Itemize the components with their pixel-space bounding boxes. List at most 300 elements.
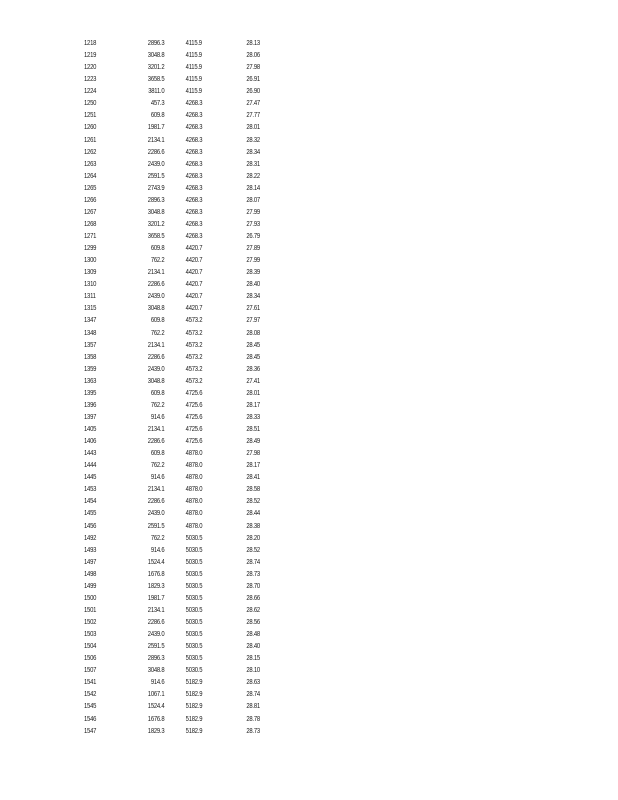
column-spacer	[164, 652, 185, 664]
value-a-cell: 3048.8	[147, 50, 165, 60]
column-spacer	[164, 146, 185, 158]
value-a-cell: 2134.1	[147, 267, 165, 277]
column-spacer	[164, 495, 185, 507]
column-spacer	[164, 532, 185, 544]
row-id-cell: 1220	[84, 62, 97, 72]
value-c-cell: 27.93	[246, 218, 260, 228]
value-b-cell: 5030.5	[185, 556, 203, 566]
table-row	[84, 327, 279, 339]
value-c-cell: 27.98	[246, 448, 260, 458]
row-id-cell: 1492	[84, 532, 97, 542]
value-c-cell: 28.17	[246, 460, 260, 470]
value-c-cell: 28.51	[246, 424, 260, 433]
column-spacer	[164, 278, 185, 290]
value-a-cell: 2286.6	[147, 146, 165, 156]
column-spacer	[164, 97, 185, 109]
table-row	[84, 121, 279, 133]
value-c-cell: 28.22	[246, 170, 260, 180]
data-table	[84, 37, 279, 737]
value-b-cell: 4420.7	[185, 267, 203, 277]
row-id-cell: 1454	[84, 496, 97, 506]
table-row	[84, 688, 279, 700]
row-id-cell: 1395	[84, 387, 97, 397]
row-id-cell: 1542	[84, 689, 97, 699]
value-a-cell: 2286.6	[147, 279, 165, 289]
value-b-cell: 4268.3	[185, 98, 203, 108]
value-c-cell: 26.91	[246, 74, 260, 84]
value-b-cell: 5030.5	[185, 568, 203, 578]
table-row	[84, 447, 279, 459]
column-spacer	[164, 676, 185, 688]
column-spacer	[164, 170, 185, 182]
row-id-cell: 1397	[84, 411, 97, 421]
value-b-cell: 4573.2	[185, 327, 203, 337]
column-spacer	[164, 471, 185, 483]
table-row	[84, 290, 279, 302]
value-c-cell: 28.36	[246, 363, 260, 373]
value-c-cell: 28.41	[246, 472, 260, 482]
value-c-cell: 28.66	[246, 592, 260, 602]
value-a-cell: 609.8	[150, 110, 165, 120]
row-id-cell: 1501	[84, 604, 97, 614]
value-a-cell: 2439.0	[147, 158, 165, 168]
table-row	[84, 146, 279, 158]
value-b-cell: 4420.7	[185, 303, 203, 313]
column-spacer	[164, 73, 185, 85]
value-a-cell: 457.3	[150, 98, 165, 108]
value-b-cell: 5030.5	[185, 617, 203, 626]
value-c-cell: 27.47	[246, 98, 260, 108]
value-a-cell: 762.2	[150, 327, 165, 337]
value-a-cell: 914.6	[150, 544, 165, 554]
column-spacer	[164, 351, 185, 363]
column-spacer	[164, 411, 185, 423]
value-b-cell: 5182.9	[185, 677, 203, 687]
value-b-cell: 4878.0	[185, 460, 203, 470]
value-a-cell: 609.8	[150, 387, 165, 397]
value-a-cell: 762.2	[150, 460, 165, 470]
table-row	[84, 218, 279, 230]
table-row	[84, 592, 279, 604]
table-row	[84, 483, 279, 495]
value-c-cell: 28.58	[246, 484, 260, 494]
column-spacer	[164, 459, 185, 471]
row-id-cell: 1444	[84, 460, 97, 470]
row-id-cell: 1497	[84, 556, 97, 566]
value-a-cell: 1524.4	[147, 701, 165, 711]
row-id-cell: 1396	[84, 399, 97, 409]
value-c-cell: 28.31	[246, 158, 260, 168]
column-spacer	[164, 290, 185, 302]
table-row	[84, 459, 279, 471]
value-c-cell: 28.78	[246, 713, 260, 723]
value-a-cell: 609.8	[150, 243, 165, 253]
value-b-cell: 4268.3	[185, 158, 203, 168]
value-c-cell: 28.06	[246, 50, 260, 60]
value-b-cell: 4268.3	[185, 110, 203, 120]
value-b-cell: 5182.9	[185, 713, 203, 723]
row-id-cell: 1310	[84, 279, 97, 289]
table-row	[84, 278, 279, 290]
value-a-cell: 762.2	[150, 399, 165, 409]
value-b-cell: 4573.2	[185, 339, 203, 349]
value-b-cell: 5182.9	[185, 725, 203, 735]
value-c-cell: 28.73	[246, 568, 260, 578]
column-spacer	[164, 640, 185, 652]
table-body	[84, 37, 279, 737]
value-c-cell: 28.13	[246, 38, 260, 47]
row-id-cell: 1547	[84, 725, 97, 735]
row-id-cell: 1504	[84, 641, 97, 651]
value-b-cell: 4725.6	[185, 399, 203, 409]
value-c-cell: 28.49	[246, 436, 260, 446]
table-row	[84, 73, 279, 85]
table-row	[84, 580, 279, 592]
value-a-cell: 2134.1	[147, 339, 165, 349]
value-c-cell: 27.89	[246, 243, 260, 253]
value-b-cell: 4573.2	[185, 315, 203, 325]
table-row	[84, 363, 279, 375]
row-id-cell: 1500	[84, 592, 97, 602]
value-a-cell: 1524.4	[147, 556, 165, 566]
row-id-cell: 1315	[84, 303, 97, 313]
row-id-cell: 1266	[84, 194, 97, 204]
column-spacer	[164, 206, 185, 218]
column-spacer	[164, 713, 185, 725]
value-b-cell: 4420.7	[185, 255, 203, 265]
value-c-cell: 28.17	[246, 399, 260, 409]
row-id-cell: 1502	[84, 617, 97, 626]
value-a-cell: 2591.5	[147, 520, 165, 530]
value-b-cell: 4878.0	[185, 484, 203, 494]
column-spacer	[164, 688, 185, 700]
value-b-cell: 5030.5	[185, 641, 203, 651]
value-a-cell: 914.6	[150, 411, 165, 421]
value-a-cell: 1981.7	[147, 592, 165, 602]
value-b-cell: 4268.3	[185, 134, 203, 144]
table-row	[84, 507, 279, 519]
table-row	[84, 544, 279, 556]
value-b-cell: 5030.5	[185, 665, 203, 675]
row-id-cell: 1309	[84, 267, 97, 277]
value-c-cell: 28.74	[246, 556, 260, 566]
value-a-cell: 2896.3	[147, 194, 165, 204]
value-a-cell: 2286.6	[147, 436, 165, 446]
value-b-cell: 4115.9	[185, 50, 202, 60]
row-id-cell: 1251	[84, 110, 97, 120]
column-spacer	[164, 580, 185, 592]
value-a-cell: 3048.8	[147, 303, 165, 313]
column-spacer	[164, 483, 185, 495]
row-id-cell: 1260	[84, 122, 97, 132]
value-c-cell: 28.39	[246, 267, 260, 277]
row-id-cell: 1363	[84, 375, 97, 385]
column-spacer	[164, 37, 185, 49]
row-id-cell: 1271	[84, 231, 97, 240]
value-a-cell: 2134.1	[147, 484, 165, 494]
value-c-cell: 28.08	[246, 327, 260, 337]
column-spacer	[164, 568, 185, 580]
row-id-cell: 1545	[84, 701, 97, 711]
column-spacer	[164, 254, 185, 266]
table-row	[84, 423, 279, 435]
value-c-cell: 28.14	[246, 182, 260, 192]
value-b-cell: 4420.7	[185, 291, 203, 301]
value-c-cell: 27.99	[246, 255, 260, 265]
value-c-cell: 28.62	[246, 604, 260, 614]
table-row	[84, 676, 279, 688]
value-b-cell: 4268.3	[185, 182, 203, 192]
table-row	[84, 471, 279, 483]
value-a-cell: 1676.8	[147, 713, 165, 723]
row-id-cell: 1406	[84, 436, 97, 446]
column-spacer	[164, 604, 185, 616]
value-c-cell: 28.63	[246, 677, 260, 687]
row-id-cell: 1262	[84, 146, 97, 156]
value-b-cell: 4878.0	[185, 520, 203, 530]
value-b-cell: 4268.3	[185, 218, 203, 228]
value-b-cell: 4725.6	[185, 387, 203, 397]
value-c-cell: 27.41	[246, 375, 260, 385]
value-c-cell: 28.38	[246, 520, 260, 530]
table-row	[84, 435, 279, 447]
value-c-cell: 28.40	[246, 279, 260, 289]
row-id-cell: 1261	[84, 134, 97, 144]
table-row	[84, 387, 279, 399]
value-b-cell: 4725.6	[185, 436, 203, 446]
value-b-cell: 4115.9	[185, 62, 202, 72]
row-id-cell: 1546	[84, 713, 97, 723]
value-c-cell: 28.20	[246, 532, 260, 542]
row-id-cell: 1445	[84, 472, 97, 482]
row-id-cell: 1499	[84, 580, 97, 590]
value-a-cell: 2591.5	[147, 170, 165, 180]
value-a-cell: 2286.6	[147, 617, 165, 626]
value-c-cell: 28.07	[246, 194, 260, 204]
column-spacer	[164, 725, 185, 737]
table-row	[84, 194, 279, 206]
row-id-cell: 1498	[84, 568, 97, 578]
value-b-cell: 4268.3	[185, 146, 203, 156]
column-spacer	[164, 314, 185, 326]
value-c-cell: 26.90	[246, 86, 260, 96]
row-id-cell: 1219	[84, 50, 97, 60]
value-c-cell: 28.45	[246, 339, 260, 349]
value-c-cell: 27.97	[246, 315, 260, 325]
value-c-cell: 28.40	[246, 641, 260, 651]
column-spacer	[164, 218, 185, 230]
value-b-cell: 4725.6	[185, 411, 203, 421]
table-row	[84, 37, 279, 49]
value-a-cell: 3048.8	[147, 206, 165, 216]
column-spacer	[164, 556, 185, 568]
table-row	[84, 411, 279, 423]
value-c-cell: 28.81	[246, 701, 260, 711]
value-a-cell: 2439.0	[147, 363, 165, 373]
value-a-cell: 2743.9	[147, 182, 165, 192]
value-a-cell: 2134.1	[147, 604, 165, 614]
table-row	[84, 713, 279, 725]
value-c-cell: 28.48	[246, 629, 260, 639]
table-row	[84, 652, 279, 664]
value-c-cell: 27.61	[246, 303, 260, 313]
column-spacer	[164, 616, 185, 628]
table-row	[84, 97, 279, 109]
value-b-cell: 5030.5	[185, 592, 203, 602]
column-spacer	[164, 447, 185, 459]
value-b-cell: 5030.5	[185, 604, 203, 614]
value-c-cell: 28.32	[246, 134, 260, 144]
column-spacer	[164, 327, 185, 339]
column-spacer	[164, 61, 185, 73]
table-row	[84, 725, 279, 737]
row-id-cell: 1503	[84, 629, 97, 639]
value-c-cell: 26.79	[246, 231, 260, 240]
row-id-cell: 1268	[84, 218, 97, 228]
value-a-cell: 3658.5	[147, 74, 165, 84]
value-b-cell: 4573.2	[185, 351, 203, 361]
value-a-cell: 914.6	[150, 677, 165, 687]
column-spacer	[164, 520, 185, 532]
row-id-cell: 1358	[84, 351, 97, 361]
row-id-cell: 1348	[84, 327, 97, 337]
table-row	[84, 520, 279, 532]
table-row	[84, 182, 279, 194]
table-row	[84, 302, 279, 314]
value-c-cell: 28.45	[246, 351, 260, 361]
value-b-cell: 4573.2	[185, 363, 203, 373]
value-b-cell: 4268.3	[185, 231, 203, 240]
row-id-cell: 1453	[84, 484, 97, 494]
table-row	[84, 664, 279, 676]
value-b-cell: 5030.5	[185, 532, 203, 542]
column-spacer	[164, 700, 185, 712]
row-id-cell: 1541	[84, 677, 97, 687]
table-row	[84, 351, 279, 363]
value-b-cell: 4878.0	[185, 472, 203, 482]
value-c-cell: 28.74	[246, 689, 260, 699]
row-id-cell: 1359	[84, 363, 97, 373]
value-c-cell: 28.52	[246, 544, 260, 554]
column-spacer	[164, 134, 185, 146]
column-spacer	[164, 399, 185, 411]
column-spacer	[164, 592, 185, 604]
table-row	[84, 532, 279, 544]
column-spacer	[164, 85, 185, 97]
row-id-cell: 1347	[84, 315, 97, 325]
value-a-cell: 2286.6	[147, 496, 165, 506]
column-spacer	[164, 49, 185, 61]
column-spacer	[164, 182, 185, 194]
value-a-cell: 1067.1	[147, 689, 165, 699]
column-spacer	[164, 628, 185, 640]
column-spacer	[164, 544, 185, 556]
value-a-cell: 3048.8	[147, 375, 165, 385]
value-b-cell: 4878.0	[185, 448, 203, 458]
column-spacer	[164, 339, 185, 351]
row-id-cell: 1265	[84, 182, 97, 192]
row-id-cell: 1443	[84, 448, 97, 458]
value-b-cell: 5030.5	[185, 580, 203, 590]
column-spacer	[164, 664, 185, 676]
row-id-cell: 1405	[84, 424, 97, 433]
row-id-cell: 1250	[84, 98, 97, 108]
column-spacer	[164, 158, 185, 170]
table-row	[84, 375, 279, 387]
value-c-cell: 28.33	[246, 411, 260, 421]
value-c-cell: 28.10	[246, 665, 260, 675]
value-b-cell: 4115.9	[185, 38, 202, 47]
table-row	[84, 266, 279, 278]
value-b-cell: 4268.3	[185, 122, 203, 132]
value-a-cell: 3201.2	[147, 218, 165, 228]
value-a-cell: 2591.5	[147, 641, 165, 651]
column-spacer	[164, 242, 185, 254]
value-c-cell: 28.01	[246, 387, 260, 397]
value-b-cell: 5030.5	[185, 544, 203, 554]
table-row	[84, 109, 279, 121]
column-spacer	[164, 387, 185, 399]
column-spacer	[164, 109, 185, 121]
value-b-cell: 5182.9	[185, 701, 203, 711]
value-b-cell: 4878.0	[185, 508, 203, 518]
value-c-cell: 28.15	[246, 653, 260, 663]
table-row	[84, 628, 279, 640]
column-spacer	[164, 230, 185, 242]
value-b-cell: 5030.5	[185, 653, 203, 663]
row-id-cell: 1223	[84, 74, 97, 84]
value-a-cell: 2896.3	[147, 653, 165, 663]
value-b-cell: 4878.0	[185, 496, 203, 506]
table-row	[84, 170, 279, 182]
column-spacer	[164, 423, 185, 435]
row-id-cell: 1264	[84, 170, 97, 180]
value-a-cell: 2439.0	[147, 629, 165, 639]
table-row	[84, 616, 279, 628]
table-row	[84, 640, 279, 652]
value-b-cell: 4573.2	[185, 375, 203, 385]
value-a-cell: 3201.2	[147, 62, 165, 72]
value-b-cell: 4115.9	[185, 86, 202, 96]
table-row	[84, 61, 279, 73]
value-a-cell: 2134.1	[147, 424, 165, 433]
value-a-cell: 2134.1	[147, 134, 165, 144]
value-a-cell: 2896.3	[147, 38, 165, 47]
table-row	[84, 206, 279, 218]
table-row	[84, 242, 279, 254]
row-id-cell: 1311	[84, 291, 96, 301]
value-a-cell: 2439.0	[147, 508, 165, 518]
table-row	[84, 134, 279, 146]
value-a-cell: 3811.0	[148, 86, 165, 96]
value-c-cell: 28.73	[246, 725, 260, 735]
value-a-cell: 2286.6	[147, 351, 165, 361]
value-b-cell: 4268.3	[185, 170, 203, 180]
value-c-cell: 28.52	[246, 496, 260, 506]
table-row	[84, 556, 279, 568]
value-c-cell: 28.34	[246, 146, 260, 156]
value-c-cell: 28.34	[246, 291, 260, 301]
table-row	[84, 339, 279, 351]
table-row	[84, 314, 279, 326]
table-row	[84, 700, 279, 712]
value-b-cell: 4268.3	[185, 206, 203, 216]
column-spacer	[164, 435, 185, 447]
value-a-cell: 914.6	[150, 472, 165, 482]
value-a-cell: 3658.5	[147, 231, 165, 240]
row-id-cell: 1300	[84, 255, 97, 265]
row-id-cell: 1493	[84, 544, 97, 554]
